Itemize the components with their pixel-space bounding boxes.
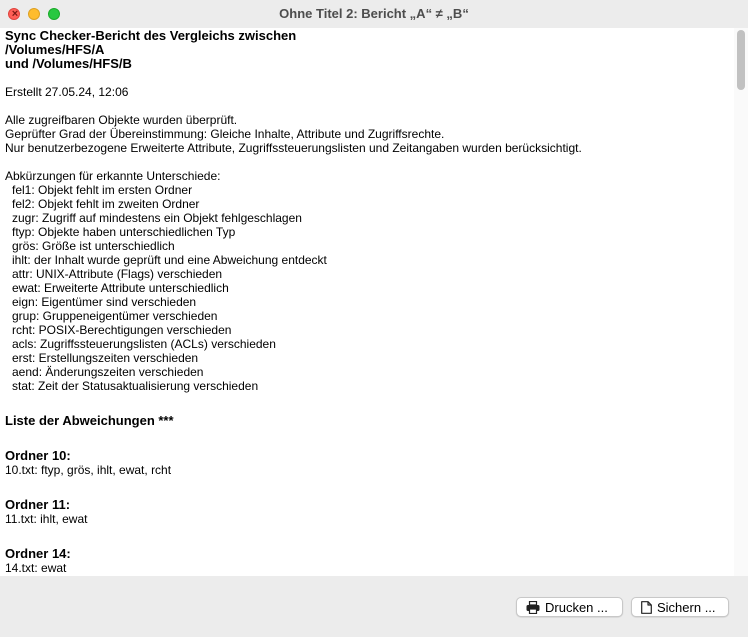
folder-title: Ordner 14: — [5, 546, 71, 561]
window-title: Ohne Titel 2: Bericht „A“ ≠ „B“ — [279, 6, 469, 21]
title-bar — [0, 0, 748, 28]
abbreviation-item: grup: Gruppeneigentümer verschieden — [12, 309, 218, 323]
abbreviation-item: attr: UNIX-Attribute (Flags) verschieden — [12, 267, 223, 281]
abbreviation-item: erst: Erstellungszeiten verschieden — [12, 351, 199, 365]
abbreviation-item: aend: Änderungszeiten verschieden — [12, 365, 204, 379]
print-button[interactable] — [516, 597, 623, 617]
abbreviation-item: ihlt: der Inhalt wurde geprüft und eine Abweichung entdeckt — [12, 253, 327, 267]
button-bar — [0, 576, 748, 637]
save-button-label: Sichern ... — [657, 599, 716, 615]
save-button[interactable] — [631, 597, 729, 617]
folder-title: Ordner 11: — [5, 497, 71, 512]
abbreviation-item: ewat: Erweiterte Attribute unterschiedlich — [12, 281, 229, 295]
abbreviation-item: eign: Eigentümer sind verschieden — [12, 295, 197, 309]
scrollbar-thumb[interactable] — [737, 30, 745, 90]
summary-line: Geprüfter Grad der Übereinstimmung: Gleiche Inhalte, Attribute und Zugriffsrechte. — [5, 127, 445, 141]
report-body — [5, 29, 725, 575]
report-heading-line: Sync Checker-Bericht des Vergleichs zwischen — [5, 28, 297, 43]
abbreviation-list — [5, 183, 725, 393]
document-icon — [641, 601, 652, 614]
folder-entry: 10.txt: ftyp, grös, ihlt, ewat, rcht — [5, 463, 172, 477]
summary-line: Alle zugreifbaren Objekte wurden überprüft. — [5, 113, 238, 127]
abbreviation-item: ftyp: Objekte haben unterschiedlichen Typ — [12, 225, 236, 239]
deviations-list-title: Liste der Abweichungen *** — [5, 413, 174, 428]
folder-entry: 11.txt: ihlt, ewat — [5, 512, 88, 526]
abbreviation-item: grös: Größe ist unterschiedlich — [12, 239, 175, 253]
abbreviation-item: zugr: Zugriff auf mindestens ein Objekt fehlgeschlagen — [12, 211, 302, 225]
abbreviation-item: rcht: POSIX-Berechtigungen verschieden — [12, 323, 232, 337]
abbreviation-item: fel2: Objekt fehlt im zweiten Ordner — [12, 197, 200, 211]
report-heading-line: und /Volumes/HFS/B — [5, 56, 132, 71]
abbreviation-item: acls: Zugriffssteuerungslisten (ACLs) verschieden — [12, 337, 276, 351]
print-button-label: Drucken ... — [545, 599, 608, 615]
vertical-scrollbar[interactable] — [734, 28, 748, 576]
created-date: Erstellt 27.05.24, 12:06 — [5, 85, 129, 99]
abbreviation-item: fel1: Objekt fehlt im ersten Ordner — [12, 183, 193, 197]
abbreviation-item: stat: Zeit der Statusaktualisierung verschieden — [12, 379, 259, 393]
folder-title: Ordner 10: — [5, 448, 71, 463]
folder-entry: 14.txt: ewat — [5, 561, 67, 575]
report-text-view[interactable] — [0, 28, 748, 576]
abbreviations-title: Abkürzungen für erkannte Unterschiede: — [5, 169, 221, 183]
report-heading-line: /Volumes/HFS/A — [5, 42, 105, 57]
printer-icon — [526, 601, 540, 614]
summary-line: Nur benutzerbezogene Erweiterte Attribute, Zugriffssteuerungslisten und Zeitangaben wurden berücksichtigt. — [5, 141, 582, 155]
